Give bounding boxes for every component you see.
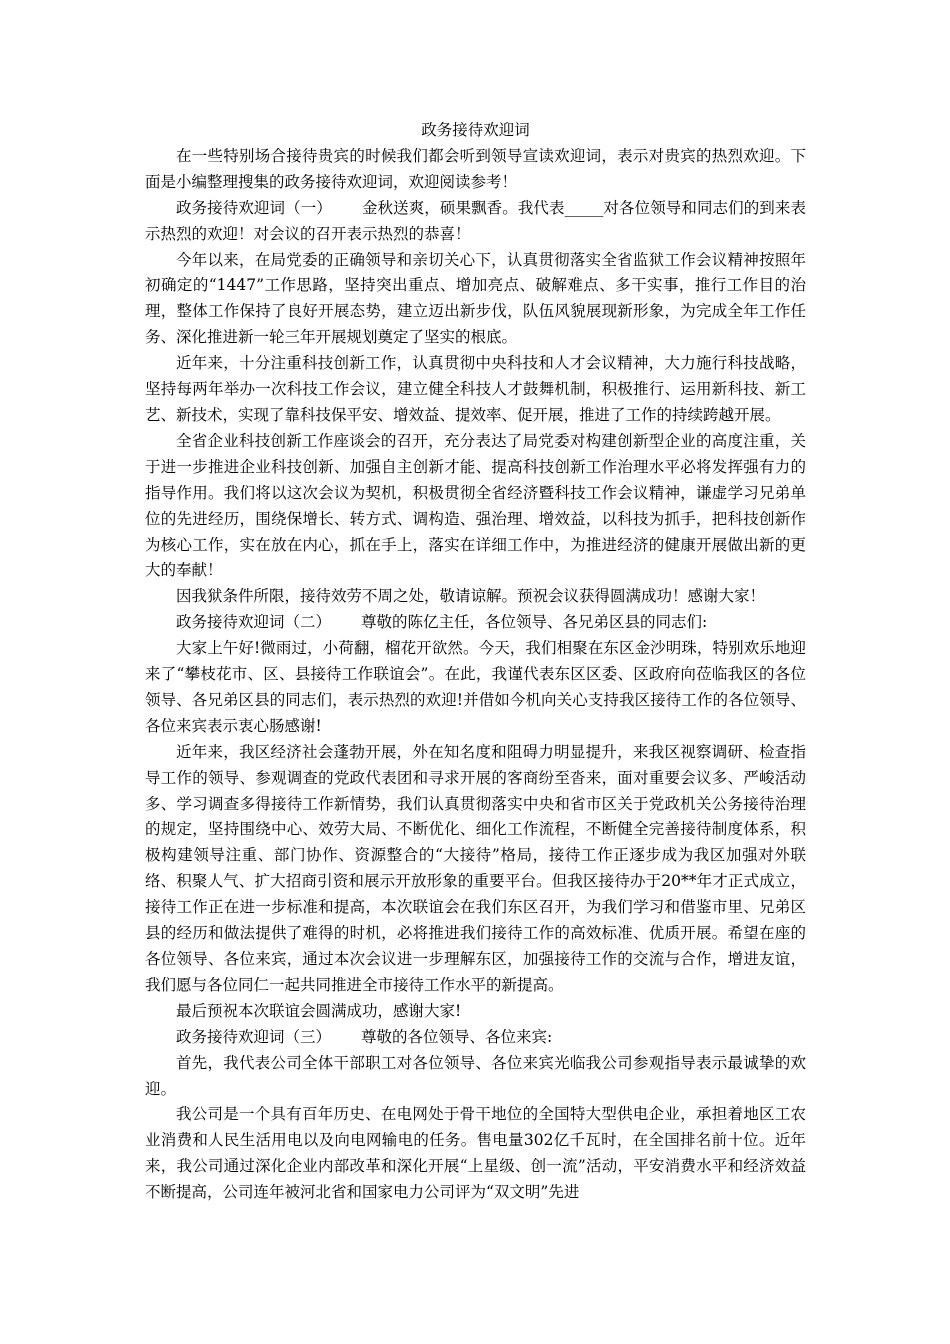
body-paragraph: 最后预祝本次联谊会圆满成功，感谢大家!	[176, 1001, 462, 1020]
section-three-heading: 政务接待欢迎词（三）	[176, 1027, 332, 1046]
body-paragraph: 首先，我代表公司全体干部职工对各位领导、各位来宾光临我公司参观指导表示最诚挚的欢迎。	[145, 1053, 806, 1098]
body-paragraph: 大家上午好!微雨过，小荷翻，榴花开欲然。今天，我们相聚在东区金沙明珠，特别欢乐地迎来了“攀枝花市、区、县接待工作联谊会”。在此，我谨代表东区区委、区政府向莅临我区的各位领导、各兄弟区县的同志们，表示热烈的欢迎!并借如今机向关心支持我区接待工作的各位领导、各位来宾表示衷心肠感谢!	[145, 639, 806, 735]
body-paragraph: 近年来，我区经济社会蓬勃开展，外在知名度和阻碍力明显提升，来我区视察调研、检查指导工作的领导、参观调查的党政代表团和寻求开展的客商纷至沓来，面对重要会议多、严峻活动多、学习调查多得接待工作新情势，我们认真贯彻落实中央和省市区关于党政机关公务接待治理的规定，坚持围绕中心、效劳大局、不断优化、细化工作流程，不断健全完善接待制度体系，积极构建领导注重、部门协作、资源整合的“大接待”格局，接待工作正逐步成为我区加强对外联络、积聚人气、扩大招商引资和展示开放形象的重要平台。但我区接待办于20**年才正式成立，接待工作正在进一步标准和提高，本次联谊会在我们东区召开，为我们学习和借鉴市里、兄弟区县的经历和做法提供了难得的时机，必将推进我们接待工作的高效标准、优质开展。希望在座的各位领导、各位来宾，通过本次会议进一步理解东区，加强接待工作的交流与合作，增进友谊，我们愿与各位同仁一起共同推进全市接待工作水平的新提高。	[145, 742, 806, 994]
section-two-heading: 政务接待欢迎词（二）	[176, 613, 332, 632]
section-two-text: 尊敬的陈亿主任，各位领导、各兄弟区县的同志们:	[361, 613, 708, 632]
body-paragraph: 今年以来，在局党委的正确领导和亲切关心下，认真贯彻落实全省监狱工作会议精神按照年初确定的“1447”工作思路，坚持突出重点、增加亮点、破解难点、多干实事，推行工作目的治理，整体工作保持了良好开展态势，建立迈出新步伐，队伍风貌展现新形象，为完成全年工作任务、深化推进新一轮三年开展规划奠定了坚实的根底。	[145, 250, 806, 347]
body-paragraph: 全省企业科技创新工作座谈会的召开，充分表达了局党委对构建创新型企业的高度注重，关于进一步推进企业科技创新、加强自主创新才能、提高科技创新工作治理水平必将发挥强有力的指导作用。我们将以这次会议为契机，积极贯彻全省经济暨科技工作会议精神，谦虚学习兄弟单位的先进经历，围绕保增长、转方式、调构造、强治理、增效益，以科技为抓手，把科技创新作为核心工作，实在放在内心，抓在手上，落实在详细工作中，为推进经济的健康开展做出新的更大的奉献！	[145, 431, 806, 580]
document-page	[145, 118, 806, 1206]
section-one-text: 金秋送爽，硕果飘香。我代表_____对各位领导和同志们的到来表示热烈的欢迎！对会议的召开表示热烈的恭喜！	[145, 198, 806, 243]
section-one-heading: 政务接待欢迎词（一）	[176, 198, 332, 217]
body-paragraph: 近年来，十分注重科技创新工作，认真贯彻中央科技和人才会议精神，大力施行科技战略，坚持每两年举办一次科技工作会议，建立健全科技人才鼓舞机制，积极推行、运用新科技、新工艺、新技术，实现了靠科技保平安、增效益、提效率、促开展，推进了工作的持续跨越开展。	[145, 354, 806, 424]
document-title: 政务接待欢迎词	[421, 121, 530, 139]
section-three-text: 尊敬的各位领导、各位来宾:	[361, 1027, 553, 1046]
section-two-opening	[145, 610, 806, 636]
section-one-opening	[145, 196, 806, 248]
intro-paragraph: 在一些特别场合接待贵宾的时候我们都会听到领导宣读欢迎词，表示对贵宾的热烈欢迎。下面是小编整理搜集的政务接待欢迎词，欢迎阅读参考！	[145, 146, 806, 191]
body-paragraph: 因我狱条件所限，接待效劳不周之处，敬请谅解。预祝会议获得圆满成功！感谢大家！	[176, 587, 766, 606]
section-three-opening	[145, 1025, 806, 1051]
body-paragraph: 我公司是一个具有百年历史、在电网处于骨干地位的全国特大型供电企业，承担着地区工农业消费和人民生活用电以及向电网输电的任务。售电量302亿千瓦时，在全国排名前十位。近年来，我公司通过深化企业内部改革和深化开展“上星级、创一流”活动，平安消费水平和经济效益不断提高，公司连年被河北省和国家电力公司评为“双文明”先进	[145, 1105, 806, 1202]
